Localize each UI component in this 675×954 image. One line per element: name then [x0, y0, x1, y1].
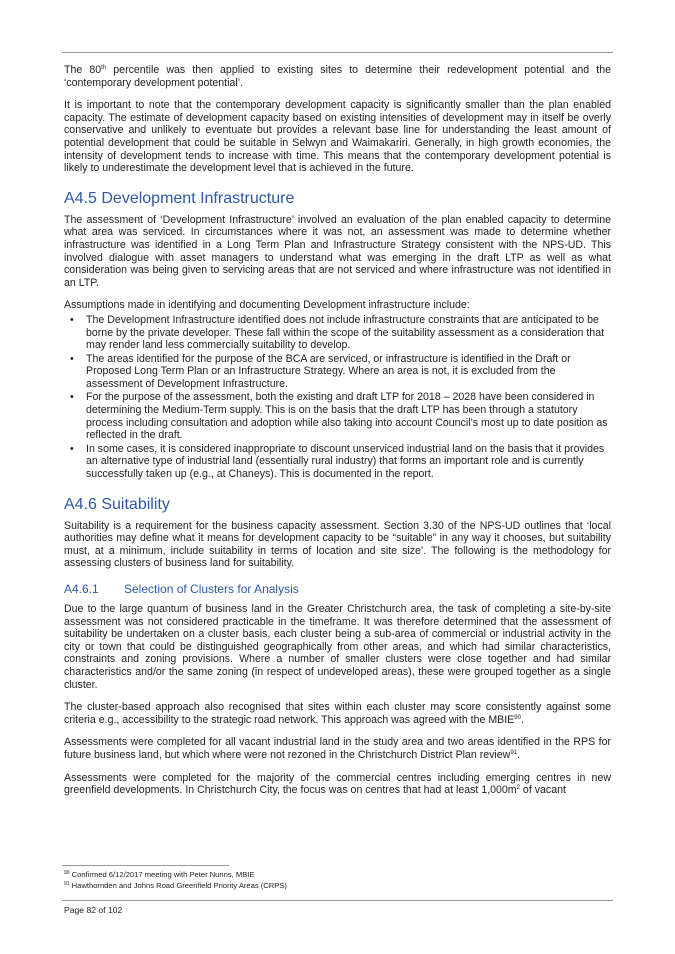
unit-superscript: 2: [516, 785, 520, 792]
bullet-icon: •: [70, 442, 74, 455]
body-content: [64, 64, 611, 807]
paragraph-cluster-approach: The cluster-based approach also recognised that sites within each cluster may score consistently against some criteria e.g., accessibility to the strategic road network. This approach was agreed with the MBIE$^{90}$.: [64, 701, 611, 726]
footnote-91: $^{91}$ Hawthornden and Johns Road Greenfield Priority Areas (CRPS): [64, 881, 287, 890]
heading-a4-6: A4.6 Suitability: [64, 495, 170, 513]
list-item: • The areas identified for the purpose of the BCA are serviced, or infrastructure is identified in the Draft or Proposed Long Term Plan or an Infrastructure Strategy. Where an area is not, it is excluded from the assessment of Development Infrastructure.: [70, 352, 571, 390]
paragraph-development-infrastructure: The assessment of ‘Development Infrastructure’ involved an evaluation of the plan enabled capacity to determine what area was serviced. In circumstances where it was not, an assessment was made to determine whether infrastructure was identified in a Long Term Plan and Infrastructure Strategy consistent with the NPS-UD. This involved dialogue with asset managers to understand what was emerging in the draft LTP as well as what consideration was being given to servicing areas that are not serviced and where infrastructure was not identified in an LTP.: [64, 213, 611, 289]
paragraph-commercial-centres: Assessments were completed for the majority of the commercial centres including emerging centres in new greenfield developments. In Christchurch City, the focus was on centres that had at least $1,000m^2$ of vacant: [64, 771, 611, 797]
page-number: Page 82 of 102: [64, 905, 123, 915]
header-rule: [62, 52, 613, 53]
paragraph-contemporary-capacity: It is important to note that the contemporary development capacity is significantly smaller than the plan enabled capacity. The estimate of development capacity based on existing intensities of development may in itself be overly conservative and unlikely to eventuate but provides a relevant base line for understanding the least amount of potential development that could be suitable in Selwyn and Waimakariri. Generally, in high growth economies, the intensity of development tends to increase with time. This means that the contemporary development potential is likely to underestimate the development level that is achieved in the future.: [64, 99, 611, 175]
paragraph-80th-percentile: The 80th percentile was then applied to existing sites to determine their redevelopment potential and the ‘contemporary development potential’.: [64, 64, 611, 89]
footer-rule: [62, 900, 613, 901]
footnote-ref-90[interactable]: 90: [514, 714, 521, 721]
bullet-icon: •: [70, 352, 74, 365]
footnotes: [64, 869, 611, 891]
bullet-icon: •: [70, 313, 74, 326]
heading-a4-6-1: [64, 582, 611, 597]
bullet-icon: •: [70, 391, 74, 404]
footnote-ref-91[interactable]: 91: [510, 749, 518, 756]
list-item: • For the purpose of the assessment, both the existing and draft LTP for 2018 – 2028 have been considered in determining the Medium-Term supply. This is on the basis that the draft LTP has been through a statutory process including consultation and adoption while also taking into account Council’s most up to date position as reflected in the draft.: [70, 391, 608, 442]
heading-number: A4.6.1: [64, 582, 99, 596]
paragraph-assumptions-intro: Assumptions made in identifying and documenting Development infrastructure include:: [64, 299, 470, 312]
ordinal-superscript: th: [101, 65, 107, 71]
paragraph-cluster-selection: Due to the large quantum of business land in the Greater Christchurch area, the task of completing a site-by-site assessment was not considered practicable in the timeframe. It was therefore determined that the assessment of suitability be undertaken on a cluster basis, each cluster being a sub-area of commercial or industrial activity in the city or town that could be distinguished geographically from other areas, and which had similar characteristics, constraints and zoning provisions. Where a number of smaller clusters were close together and had similar characteristics and/or the same zoning (in respect of undeveloped areas), these were grouped together as a single cluster.: [64, 603, 611, 691]
list-item: • In some cases, it is considered inappropriate to discount unserviced industrial land on the basis that it provides an alternative type of industrial land (essentially rural industry) that forms an important role and is currently successfully taken up (e.g., at Chaneys). This is documented in the report.: [70, 442, 605, 481]
assumptions-list: [64, 314, 611, 481]
list-item: • The Development Infrastructure identified does not include infrastructure constraints that are anticipated to be borne by the private developer. These fall within the scope of the suitability assessment as a consideration that may render land less commercially suitability to develop.: [70, 313, 605, 352]
heading-a4-5: A4.5 Development Infrastructure: [64, 189, 295, 207]
paragraph-industrial-assessments: Assessments were completed for all vacant industrial land in the study area and two areas identified in the RPS for future business land, but which where were not rezoned in the Christchurch District Plan review$^{91}$.: [64, 736, 611, 761]
footnote-90: $^{90}$ Confirmed 6/12/2017 meeting with Peter Nunns, MBIE: [64, 870, 255, 879]
paragraph-suitability: Suitability is a requirement for the business capacity assessment. Section 3.30 of the NPS-UD outlines that ‘local authorities may define what it means for development capacity to be “suitable” in any way it chooses, but suitability must, at a minimum, include suitability in terms of location and site size’. The following is the methodology for assessing clusters of business land for suitability.: [64, 519, 611, 570]
footnote-rule: [62, 865, 229, 866]
heading-title: Selection of Clusters for Analysis: [124, 582, 299, 596]
